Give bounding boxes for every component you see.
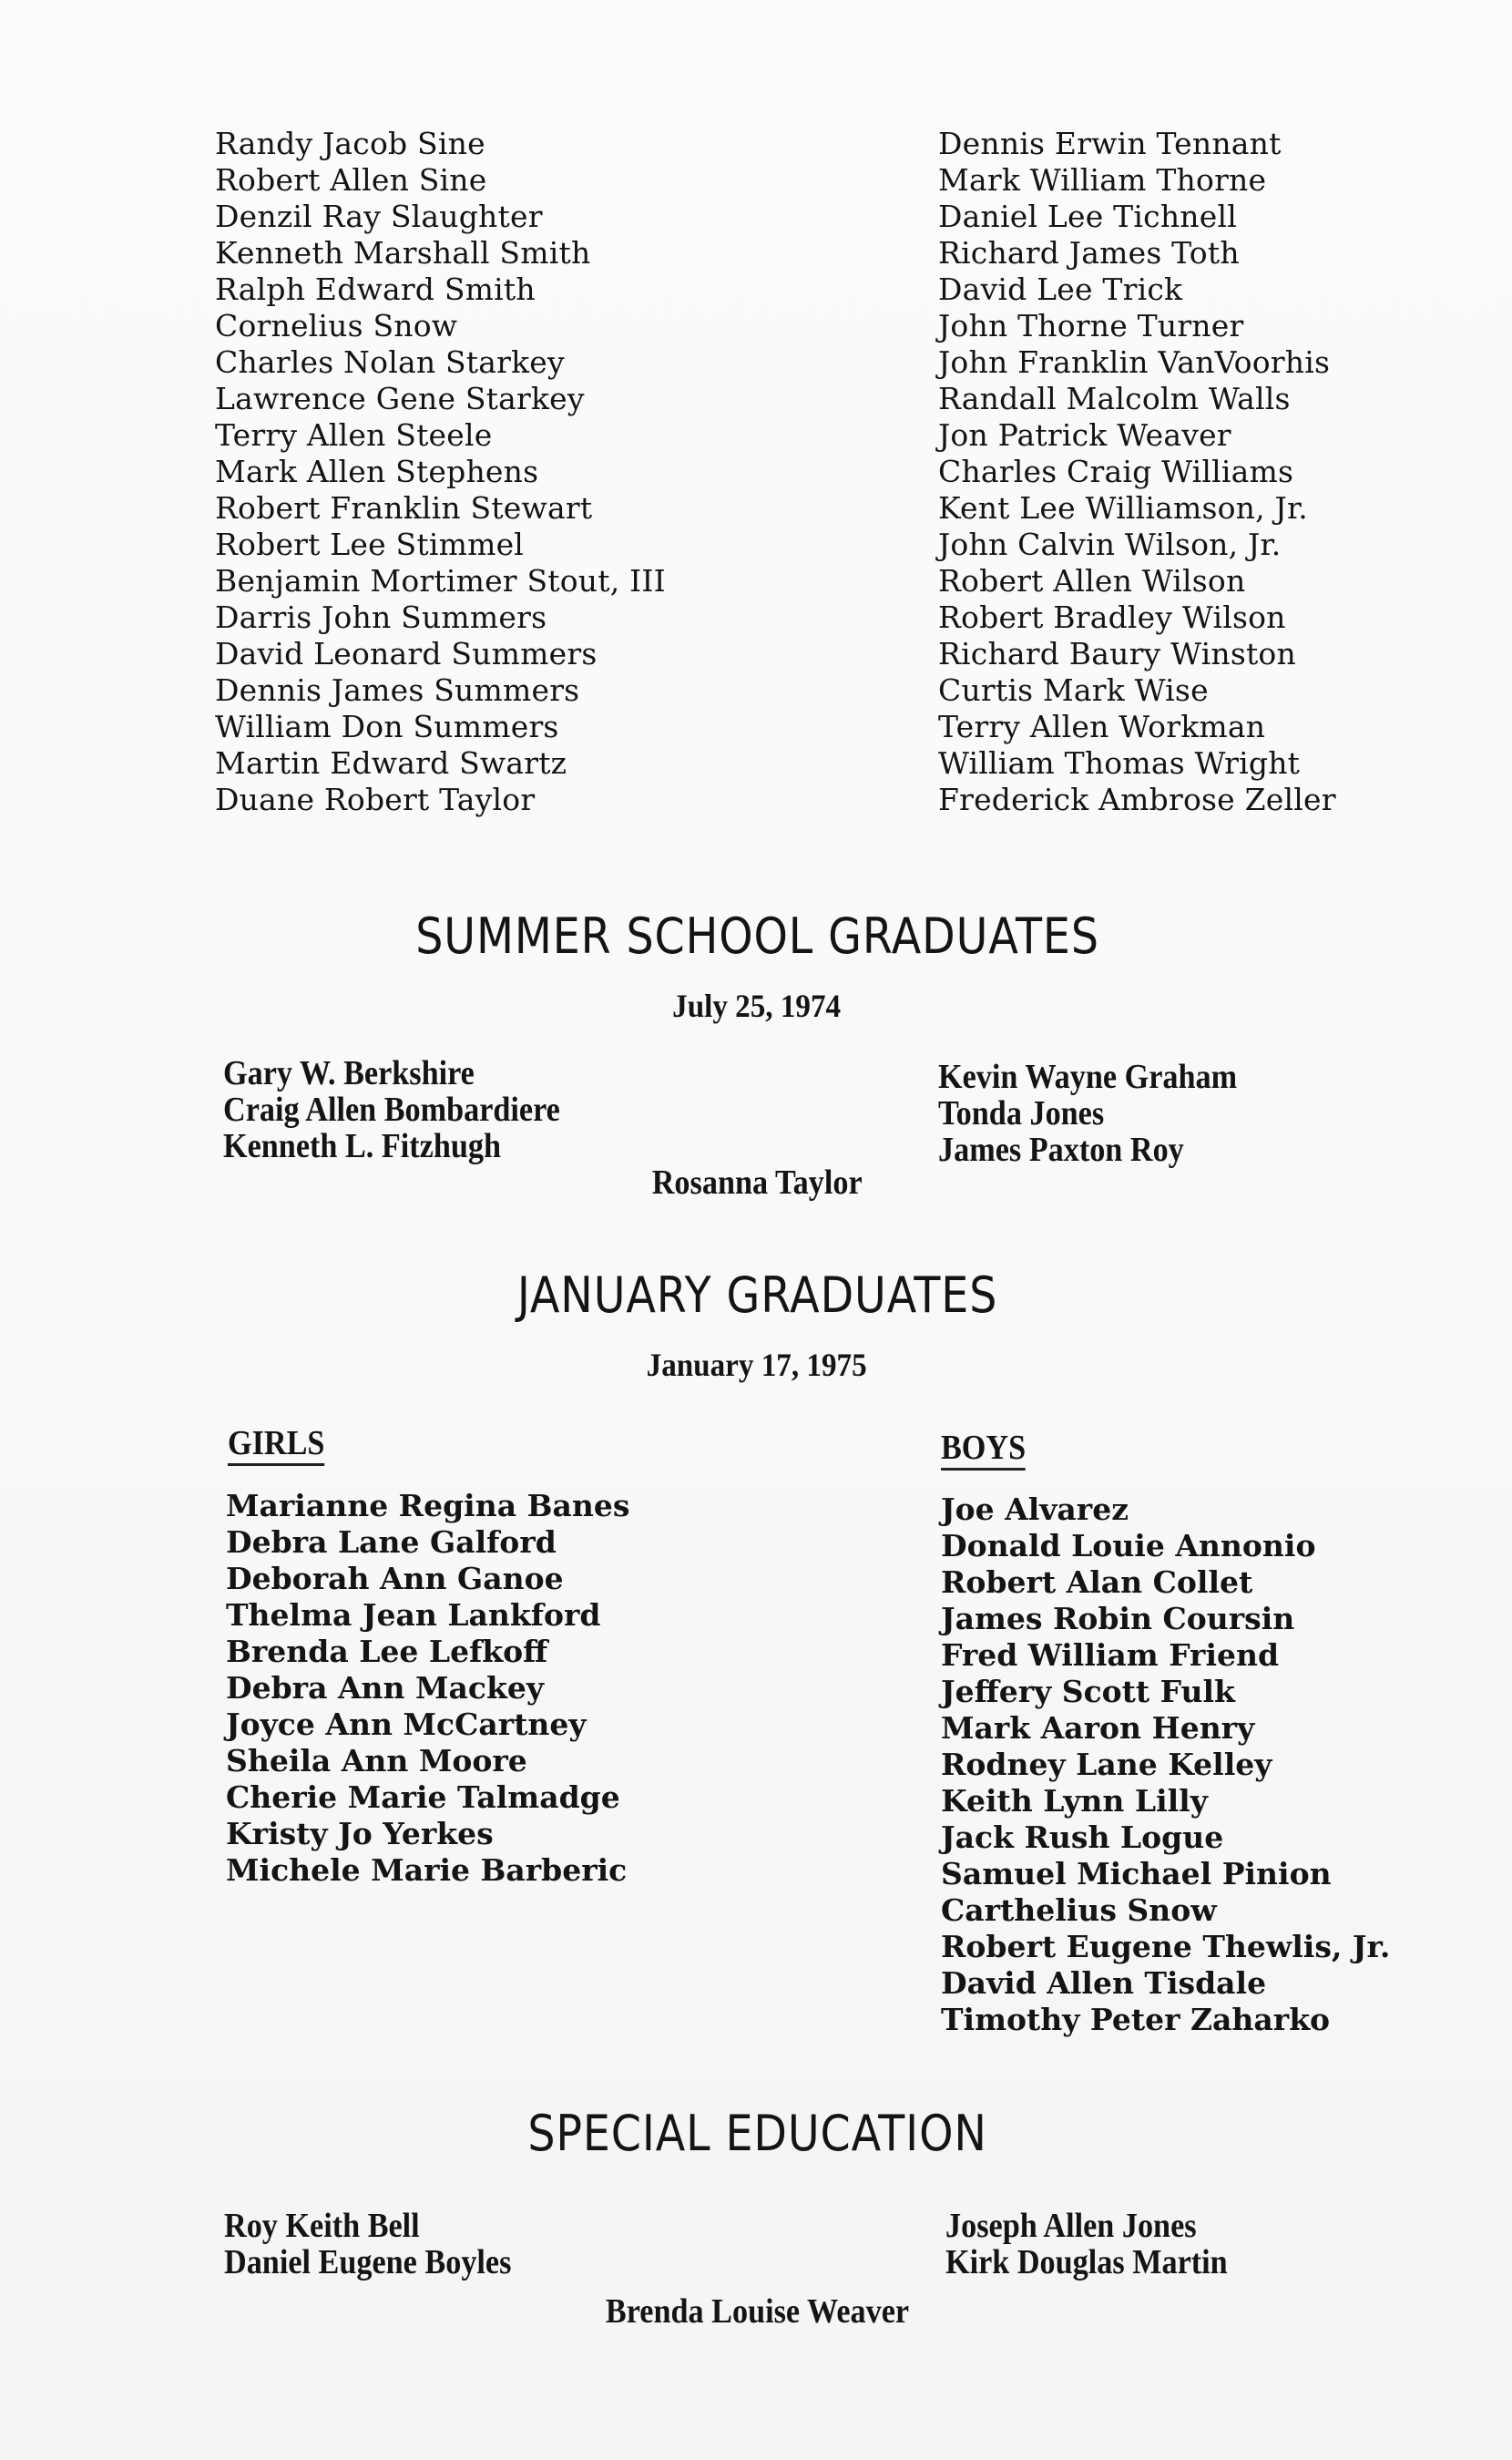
graduate-name: Carthelius Snow xyxy=(941,1892,1217,1928)
special-education-list-right xyxy=(945,2208,1228,2281)
graduate-name: David Allen Tisdale xyxy=(941,1965,1267,2001)
graduate-name: Jon Patrick Weaver xyxy=(938,417,1231,453)
graduate-name: Mark Aaron Henry xyxy=(941,1710,1255,1746)
graduate-name: Joseph Allen Jones xyxy=(945,2207,1197,2245)
graduate-name: Robert Allen Wilson xyxy=(938,563,1246,599)
summer-school-list-right xyxy=(938,1059,1237,1168)
graduate-name: Craig Allen Bombardiere xyxy=(223,1091,560,1129)
summer-school-date: July 25, 1974 xyxy=(672,988,842,1024)
graduate-name: Terry Allen Workman xyxy=(938,709,1266,744)
summer-school-heading: SUMMER SCHOOL GRADUATES xyxy=(415,907,1099,965)
graduate-name: Kirk Douglas Martin xyxy=(945,2243,1228,2281)
graduate-name: Randall Malcolm Walls xyxy=(938,381,1291,416)
special-education-center-name: Brenda Louise Weaver xyxy=(605,2292,910,2331)
girls-subheading: GIRLS xyxy=(228,1425,324,1466)
graduate-name: Dennis James Summers xyxy=(215,672,580,708)
graduate-name: Rodney Lane Kelley xyxy=(941,1747,1272,1782)
graduate-name: Kristy Jo Yerkes xyxy=(226,1816,494,1851)
graduate-name: Michele Marie Barberic xyxy=(226,1852,628,1888)
graduate-name: Gary W. Berkshire xyxy=(223,1054,475,1092)
graduate-name: Martin Edward Swartz xyxy=(215,745,567,781)
graduate-name: Curtis Mark Wise xyxy=(938,672,1209,708)
graduate-name: Thelma Jean Lankford xyxy=(226,1597,601,1633)
summer-school-center-name: Rosanna Taylor xyxy=(651,1163,863,1202)
graduate-name: John Thorne Turner xyxy=(938,308,1244,343)
graduate-name: Brenda Lee Lefkoff xyxy=(226,1634,548,1669)
graduate-name: Robert Alan Collet xyxy=(941,1564,1253,1600)
graduate-name: Mark Allen Stephens xyxy=(215,454,539,489)
graduate-name: Richard Baury Winston xyxy=(938,636,1296,671)
graduate-name: Darris John Summers xyxy=(215,600,547,635)
graduate-name: Kenneth L. Fitzhugh xyxy=(223,1127,502,1165)
graduate-name: James Paxton Roy xyxy=(938,1131,1184,1169)
graduate-name: Mark William Thorne xyxy=(938,162,1267,198)
graduate-name: Terry Allen Steele xyxy=(215,417,493,453)
graduate-name: Frederick Ambrose Zeller xyxy=(938,782,1336,817)
graduate-name: John Calvin Wilson, Jr. xyxy=(938,527,1282,562)
graduate-name: William Don Summers xyxy=(215,709,559,744)
graduate-name: Dennis Erwin Tennant xyxy=(938,126,1282,161)
graduate-name: Fred William Friend xyxy=(941,1637,1280,1673)
graduate-name: Jeffery Scott Fulk xyxy=(941,1674,1235,1709)
graduate-name: Tonda Jones xyxy=(938,1094,1105,1133)
graduate-name: Cornelius Snow xyxy=(215,308,458,343)
special-education-list-left xyxy=(224,2208,511,2281)
graduate-name: Cherie Marie Talmadge xyxy=(226,1779,620,1815)
graduate-name: Robert Eugene Thewlis, Jr. xyxy=(941,1929,1391,1964)
senior-list-right xyxy=(938,126,1336,818)
special-education-heading: SPECIAL EDUCATION xyxy=(527,2105,987,2162)
graduate-name: Keith Lynn Lilly xyxy=(941,1783,1208,1819)
graduate-name: Deborah Ann Ganoe xyxy=(226,1561,564,1596)
graduate-name: Kevin Wayne Graham xyxy=(938,1058,1238,1096)
graduate-name: Marianne Regina Banes xyxy=(226,1488,630,1523)
graduate-name: Richard James Toth xyxy=(938,235,1240,271)
graduate-name: Joyce Ann McCartney xyxy=(226,1707,587,1742)
graduate-name: James Robin Coursin xyxy=(941,1601,1295,1636)
graduate-name: Duane Robert Taylor xyxy=(215,782,536,817)
graduate-name: Sheila Ann Moore xyxy=(226,1743,527,1778)
graduate-name: Joe Alvarez xyxy=(941,1491,1129,1527)
graduate-name: Roy Keith Bell xyxy=(224,2207,420,2245)
graduate-name: Lawrence Gene Starkey xyxy=(215,381,585,416)
graduate-name: Kenneth Marshall Smith xyxy=(215,235,591,271)
summer-school-list-left xyxy=(223,1055,560,1164)
graduate-name: Robert Franklin Stewart xyxy=(215,490,593,526)
graduate-name: Daniel Eugene Boyles xyxy=(224,2243,512,2281)
graduate-name: Denzil Ray Slaughter xyxy=(215,199,543,234)
graduate-name: Jack Rush Logue xyxy=(941,1819,1224,1855)
january-graduates-heading: JANUARY GRADUATES xyxy=(516,1266,998,1324)
graduate-name: Robert Lee Stimmel xyxy=(215,527,525,562)
graduate-name: Debra Ann Mackey xyxy=(226,1670,545,1706)
graduate-name: Donald Louie Annonio xyxy=(941,1528,1316,1563)
boys-subheading: BOYS xyxy=(941,1430,1026,1471)
graduate-name: Randy Jacob Sine xyxy=(215,126,485,161)
graduate-name: Daniel Lee Tichnell xyxy=(938,199,1237,234)
graduate-name: David Leonard Summers xyxy=(215,636,598,671)
graduate-name: Ralph Edward Smith xyxy=(215,272,536,307)
graduate-name: Timothy Peter Zaharko xyxy=(941,2002,1331,2037)
graduate-name: John Franklin VanVoorhis xyxy=(938,344,1331,380)
graduate-name: Benjamin Mortimer Stout, III xyxy=(215,563,666,599)
graduate-name: David Lee Trick xyxy=(938,272,1183,307)
graduate-name: Kent Lee Williamson, Jr. xyxy=(938,490,1308,526)
january-boys-list xyxy=(941,1491,1390,2038)
graduate-name: Robert Allen Sine xyxy=(215,162,487,198)
graduate-name: Samuel Michael Pinion xyxy=(941,1856,1332,1891)
january-graduates-date: January 17, 1975 xyxy=(646,1347,867,1383)
graduate-name: William Thomas Wright xyxy=(938,745,1301,781)
january-girls-list xyxy=(226,1488,629,1889)
graduate-name: Debra Lane Galford xyxy=(226,1524,557,1560)
senior-list-left xyxy=(215,126,666,818)
graduate-name: Charles Nolan Starkey xyxy=(215,344,565,380)
graduate-name: Robert Bradley Wilson xyxy=(938,600,1286,635)
graduate-name: Charles Craig Williams xyxy=(938,454,1294,489)
